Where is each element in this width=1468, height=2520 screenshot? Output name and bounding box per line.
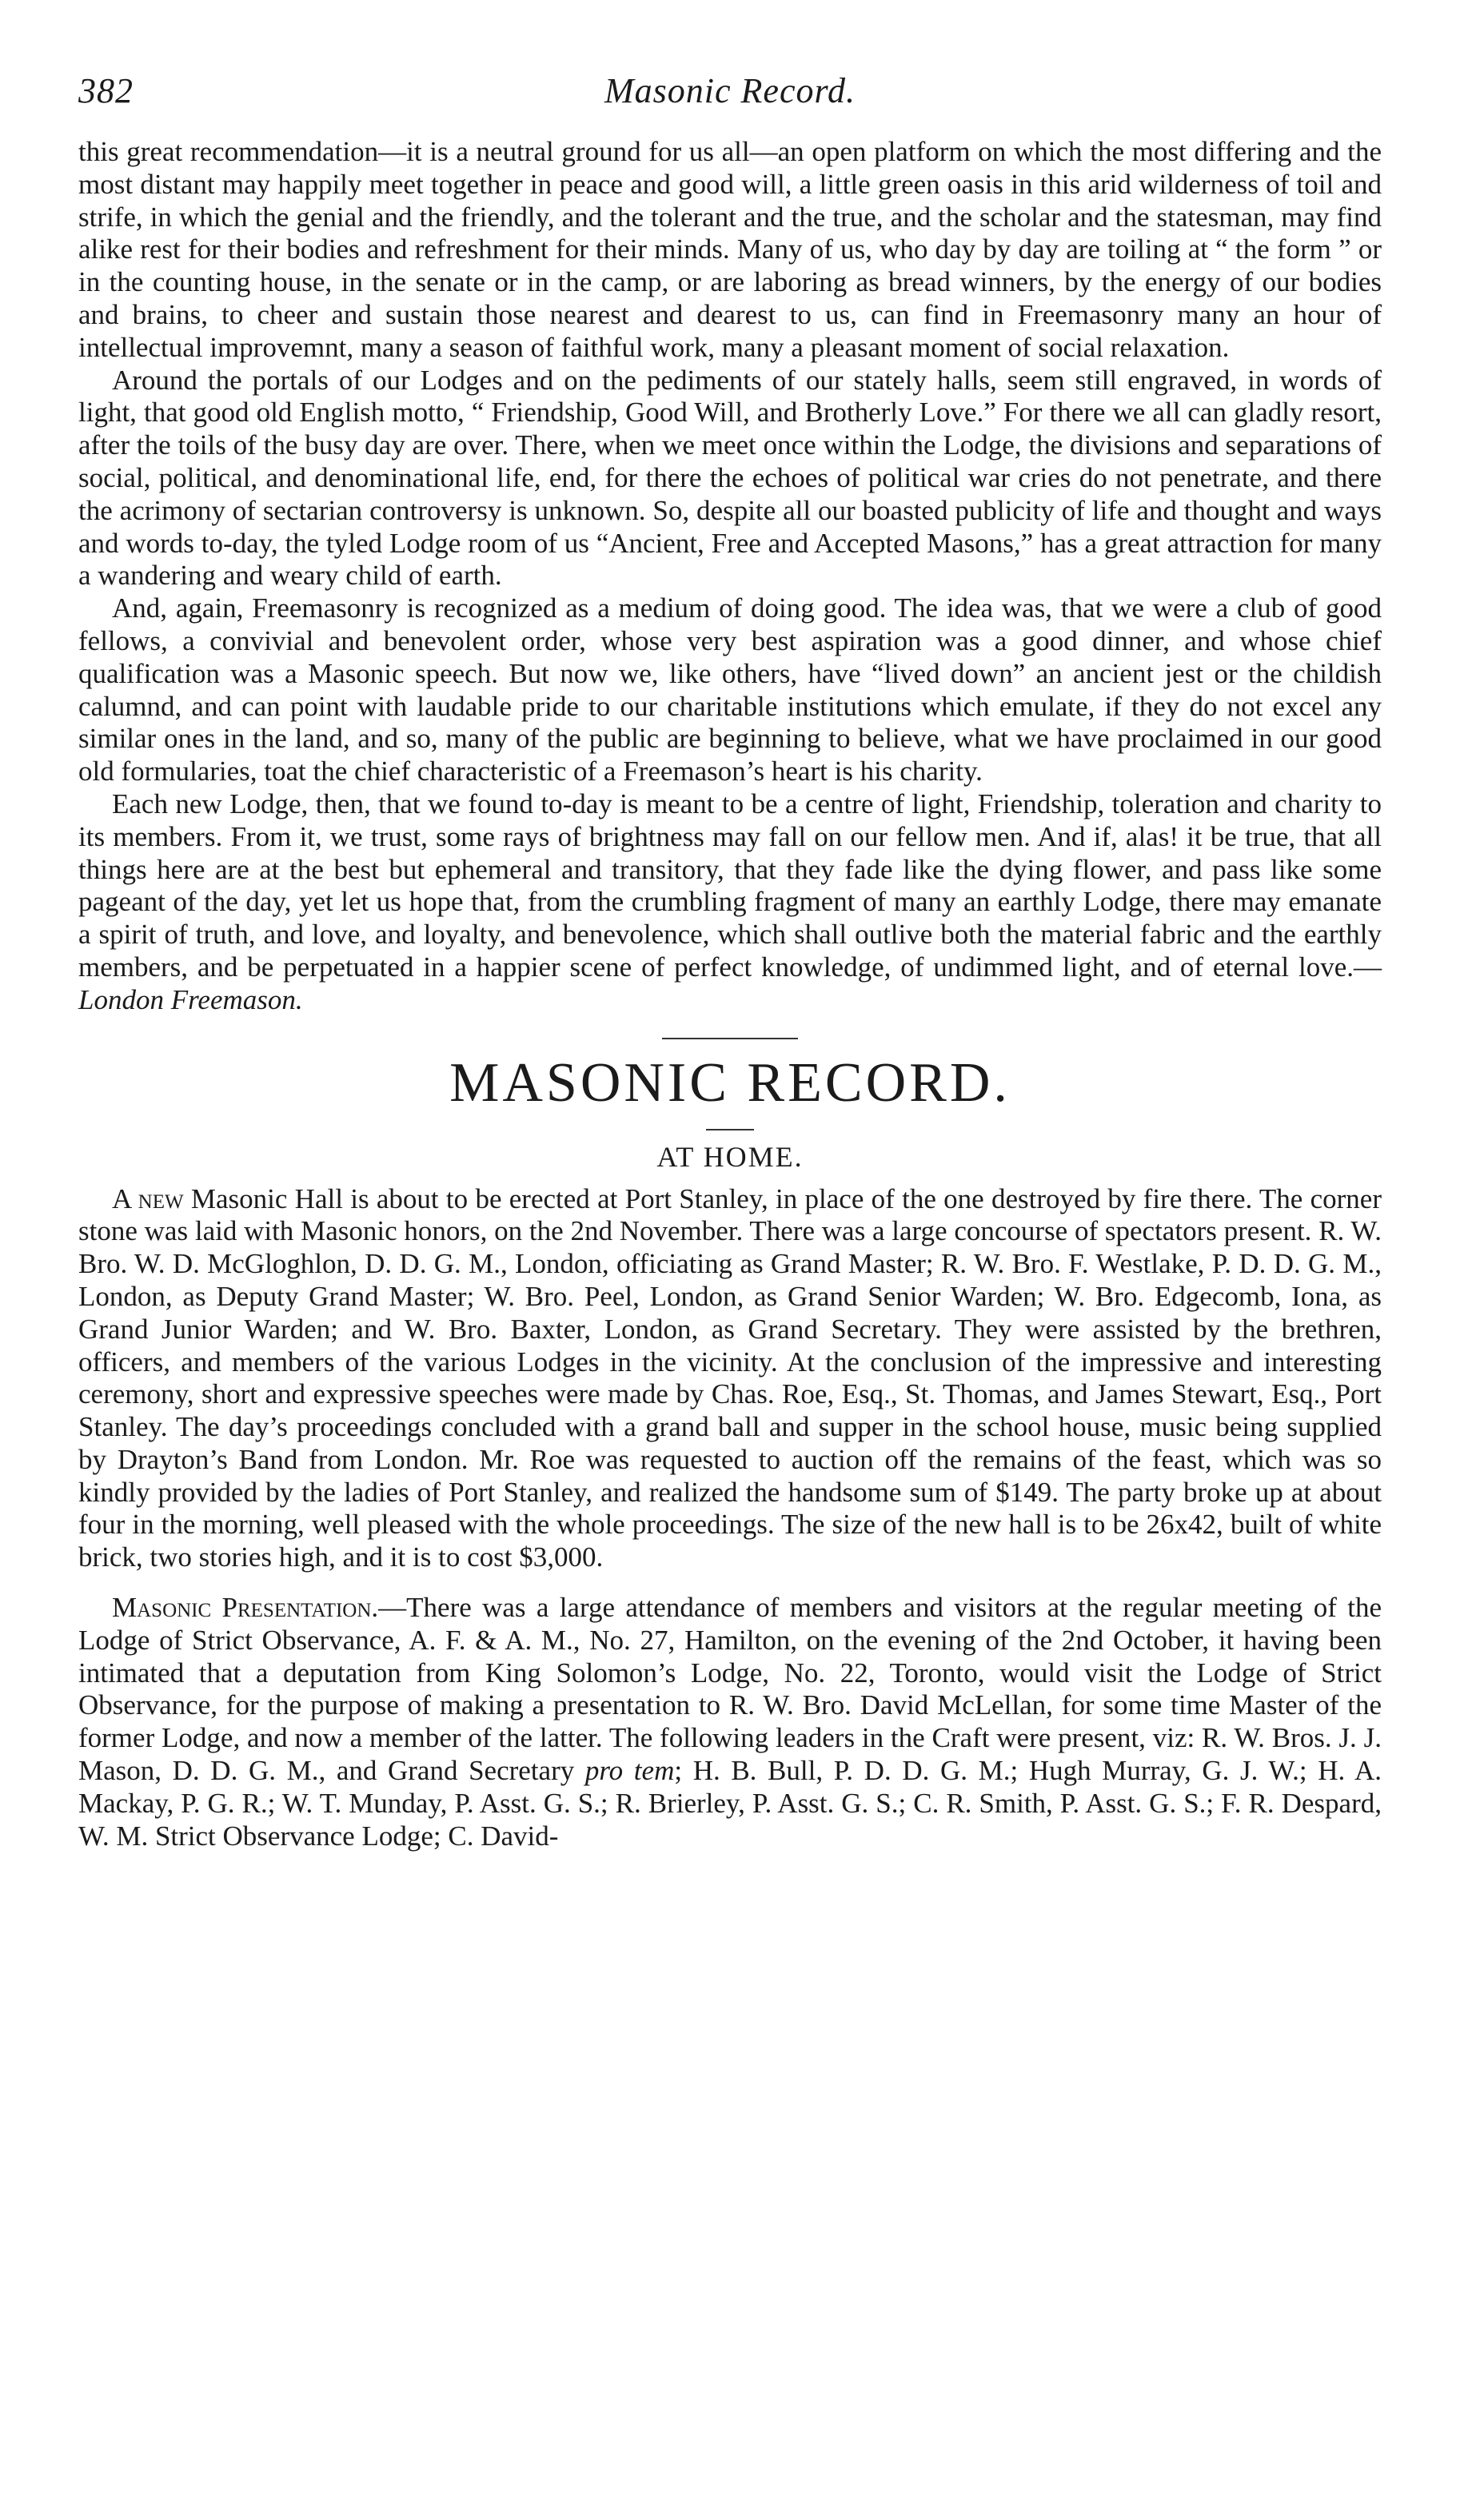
running-head — [78, 70, 1382, 126]
news-item-body: Masonic Hall is about to be erected at Port Stanley, in place of the one destroyed by fire there. The corner stone was laid with Masonic honors, on the 2nd November. There was a large concourse of spectators present. R. W. Bro. W. D. McGloghlon, D. D. G. M., London, officiating as Grand Master; R. W. Bro. F. Westlake, P. D. D. G. M., London, as Deputy Grand Master; W. Bro. Peel, London, as Grand Senior Warden; W. Bro. Edgecomb, Iona, as Grand Junior Warden; and W. Bro. Baxter, London, as Grand Secretary. They were assisted by the brethren, officers, and members of the various Lodges in the vicinity. At the conclusion of the impressive and interesting ceremony, short and expressive speeches were made by Chas. Roe, Esq., St. Thomas, and James Stewart, Esq., Port Stanley. The day’s proceedings concluded with a grand ball and supper in the school house, music being supplied by Drayton’s Band from London. Mr. Roe was requested to auction off the remains of the feast, which was so kindly provided by the ladies of Port Stanley, and realized the handsome sum of $149. The party broke up at about four in the morning, well pleased with the whole proceedings. The size of the new hall is to be 26x42, built of white brick, two stories high, and it is to cost $3,000. — [78, 1182, 1382, 1573]
sub-heading: AT HOME. — [656, 1140, 804, 1173]
news-item-2-body: —There was a large attendance of members and visitors at the regular meeting of the Lodge of Strict Observance, A. F. & A. M., No. 27, Hamilton, on the evening of the 2nd October, it having been intimated that a deputation from King Solomon’s Lodge, No. 22, Toronto, would visit the Lodge of Strict Observance, for the purpose of making a presentation to R. W. Bro. David McLellan, for some time Master of the former Lodge, and now a member of the latter. The following leaders in the Craft were present, viz: R. W. Bros. J. J. Mason, D. D. G. M., and Grand Secretary — [78, 1592, 1382, 1787]
article-paragraph-4-text: Each new Lodge, then, that we found to-day is meant to be a centre of light, Friendship, toleration and charity to its members. From it, we trust, some rays of brightness may fall on our fellow men. And if, alas! it be true, that all things here are at the best but ephemeral and transitory, that they fade like the dying flower, and pass like some pageant of the day, yet let us hope that, from the crumbling fragment of many an earthly Lodge, there may emanate a spirit of truth, and love, and loyalty, and benevolence, which shall outlive both the material fabric and the earthly members, and be perpetuated in a happier scene of perfect knowledge, of undimmed light, and of eternal love.— — [78, 788, 1382, 983]
pro-tem-italic: pro tem — [584, 1755, 675, 1787]
page-number: 382 — [78, 71, 134, 110]
section-separator — [662, 1038, 798, 1039]
journal-title: Masonic Record. — [604, 71, 856, 110]
page — [78, 70, 1382, 1852]
article-body — [78, 136, 1382, 1017]
news-item-port-stanley — [78, 1183, 1382, 1575]
article-paragraph-3: And, again, Freemasonry is recognized as a medium of doing good. The idea was, that we were a club of good fellows, a convivial and benevolent order, whose very best aspiration was a good dinner, and whose chief qualification was a Masonic speech. But now we, like others, have “lived down” an ancient jest or the childish calumnd, and can point with laudable pride to our charitable institutions which emulate, if they do not excel any similar ones in the land, and so, many of the public are beginning to believe, what we have proclaimed in our good old formularies, toat the chief characteristic of a Freemason’s heart is his charity. — [78, 592, 1382, 788]
article-paragraph-2: Around the portals of our Lodges and on the pediments of our stately halls, seem still engraved, in words of light, that good old English motto, “ Friendship, Good Will, and Brotherly Love.” For there we all can gladly resort, after the toils of the busy day are over. There, when we meet once within the Lodge, the divisions and separations of social, political, and denominational life, end, for there the echoes of political war cries do not penetrate, and there the acrimony of sectarian controversy is unknown. So, despite all our boasted publicity of life and thought and ways and words to-day, the tyled Lodge room of us “Ancient, Free and Accepted Masons,” has a great attraction for many a wandering and weary child of earth. — [78, 364, 1382, 592]
article-signoff: London Freemason. — [78, 983, 303, 1015]
article-paragraph-4 — [78, 788, 1382, 1017]
article-paragraph-1: this great recommendation—it is a neutral ground for us all—an open platform on which the most differing and the most distant may happily meet together in peace and good will, a little green oasis in this arid wilderness of toil and strife, in which the genial and the friendly, and the tolerant and the true, and the scholar and the statesman, may find alike rest for their bodies and refreshment for their minds. Many of us, who day by day are toiling at “ the form ” or in the counting house, in the senate or in the camp, or are laboring as bread winners, by the energy of our bodies and brains, to cheer and sustain those nearest and dearest to us, can find in Freemasonry many an hour of intellectual improvemnt, many a season of faithful work, many a pleasant moment of social relaxation. — [78, 136, 1382, 363]
news-item-lead: A new — [112, 1182, 184, 1214]
title-underline — [706, 1129, 754, 1130]
news-item-2-body-continued: ; H. B. Bull, P. D. D. G. M.; Hugh Murray, G. J. W.; H. A. Mackay, P. G. R.; W. T. Munday, P. Asst. G. S.; R. Brierley, P. Asst. G. S.; C. R. Smith, P. Asst. G. S.; F. R. Despard, W. M. Strict Observance Lodge; C. David- — [78, 1755, 1382, 1852]
news-item-2-lead: Masonic Presentation. — [112, 1592, 379, 1624]
item-gap — [78, 1574, 1382, 1592]
section-title: MASONIC RECORD. — [449, 1051, 1011, 1114]
news-item-presentation — [78, 1592, 1382, 1852]
